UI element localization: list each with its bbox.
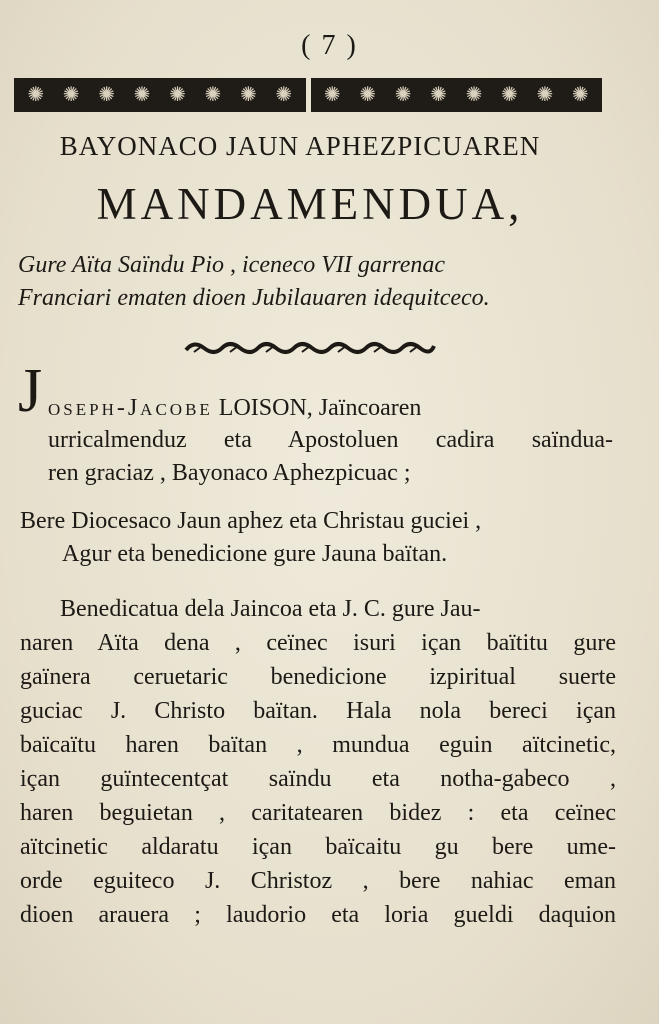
subtitle-line-2: Franciari ematen dioen Jubilauaren idequitceco.: [18, 285, 490, 311]
drop-cap: J: [18, 357, 43, 425]
address-line-1: Bere Diocesaco Jaun aphez eta Christau guciei ,: [20, 508, 482, 534]
body-line-1: Benedicatua dela Jaincoa eta J. C. gure Jau-: [60, 596, 481, 622]
page-number: ( 7 ): [301, 30, 358, 61]
body-line-2: naren Aïta dena , ceïnec isuri içan baïtitu gure: [20, 630, 616, 656]
header-ornament-band: [14, 78, 602, 112]
body-line-5: baïcaïtu haren baïtan , mundua eguin aïtcinetic,: [20, 732, 616, 758]
salutation-line-2: urricalmenduz eta Apostoluen cadira saïndua-: [48, 427, 613, 453]
salutation-name-smallcaps: oseph-Jacobe: [48, 395, 213, 421]
body-line-3: gaïnera ceruetaric benedicione izpiritual suerte: [20, 664, 616, 690]
subtitle-line-1: Gure Aïta Saïndu Pio , iceneco VII garrenac: [18, 252, 446, 278]
address-line-2: Agur eta benedicione gure Jauna baïtan.: [62, 541, 448, 567]
body-line-10: dioen arauera ; laudorio eta loria gueldi daquion: [20, 902, 616, 928]
body-line-6: içan guïntecentçat saïndu eta notha-gabeco ,: [20, 766, 616, 792]
divider-ornament-icon: [184, 336, 436, 358]
ornament-band-right: ✺ ✺ ✺ ✺ ✺ ✺ ✺ ✺: [311, 78, 603, 112]
heading-line-1: BAYONACO JAUN APHEZPICUAREN: [59, 131, 541, 161]
body-line-8: aïtcinetic aldaratu içan baïcaitu gu bere ume-: [20, 834, 616, 860]
salutation-name-rest: LOISON, Jaïncoaren: [218, 395, 422, 421]
ornament-band-left: ✺ ✺ ✺ ✺ ✺ ✺ ✺ ✺: [14, 78, 306, 112]
body-line-7: haren beguietan , caritatearen bidez : eta ceïnec: [20, 800, 616, 826]
heading-mandamendua: MANDAMENDUA,: [96, 179, 524, 229]
salutation-line-3: ren graciaz , Bayonaco Aphezpicuac ;: [48, 460, 411, 486]
body-line-4: guciac J. Christo baïtan. Hala nola bereci içan: [20, 698, 616, 724]
salutation-line-1: [48, 392, 421, 424]
body-line-9: orde eguiteco J. Christoz , bere nahiac eman: [20, 868, 616, 894]
